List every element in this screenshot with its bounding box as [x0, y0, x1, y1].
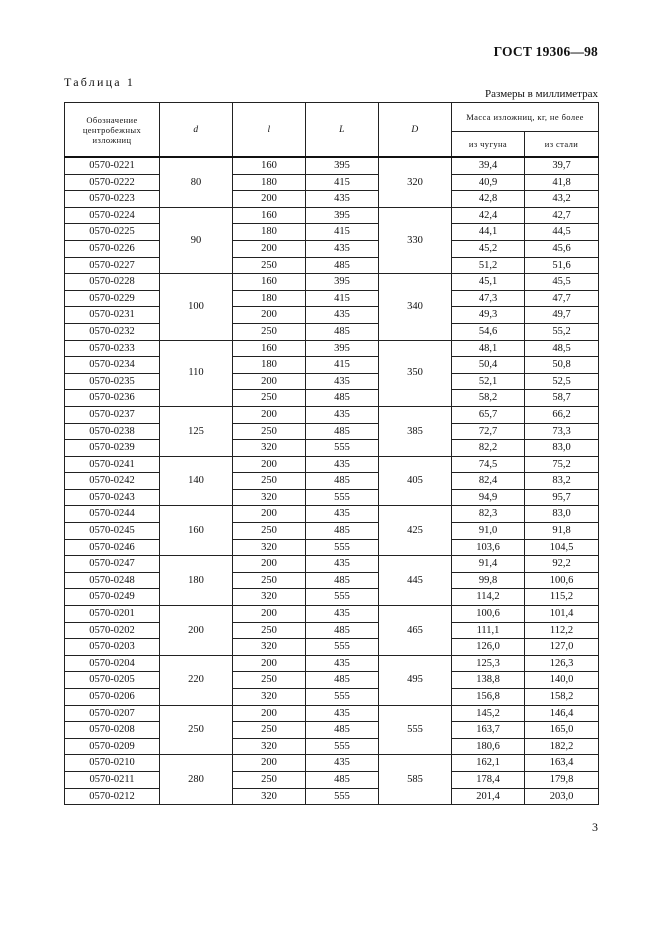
cell-L: 395: [306, 340, 379, 357]
cell-l: 180: [233, 290, 306, 307]
cell-l: 250: [233, 771, 306, 788]
cell-mass-cast-iron: 100,6: [452, 606, 525, 623]
table-header: [65, 103, 599, 158]
cell-l: 320: [233, 639, 306, 656]
cell-designation: 0570-0228: [65, 274, 160, 291]
cell-designation: 0570-0221: [65, 157, 160, 174]
cell-mass-steel: 44,5: [525, 224, 599, 241]
cell-l: 320: [233, 689, 306, 706]
cell-mass-cast-iron: 72,7: [452, 423, 525, 440]
cell-l: 160: [233, 207, 306, 224]
page-number: 3: [592, 820, 598, 834]
cell-mass-steel: 165,0: [525, 722, 599, 739]
cell-l: 200: [233, 705, 306, 722]
cell-mass-cast-iron: 50,4: [452, 357, 525, 374]
header-L: L: [306, 103, 379, 158]
cell-mass-steel: 52,5: [525, 373, 599, 390]
cell-mass-steel: 127,0: [525, 639, 599, 656]
cell-mass-cast-iron: 44,1: [452, 224, 525, 241]
cell-designation: 0570-0234: [65, 357, 160, 374]
cell-designation: 0570-0248: [65, 572, 160, 589]
table-row: [65, 240, 599, 257]
cell-mass-cast-iron: 126,0: [452, 639, 525, 656]
cell-l: 180: [233, 224, 306, 241]
cell-L: 435: [306, 705, 379, 722]
cell-D: 445: [379, 556, 452, 606]
cell-designation: 0570-0205: [65, 672, 160, 689]
cell-d: 180: [160, 556, 233, 606]
cell-d: 200: [160, 606, 233, 656]
table-row: [65, 506, 599, 523]
cell-designation: 0570-0206: [65, 689, 160, 706]
table-row: [65, 456, 599, 473]
cell-mass-cast-iron: 138,8: [452, 672, 525, 689]
cell-l: 200: [233, 373, 306, 390]
cell-designation: 0570-0243: [65, 489, 160, 506]
cell-designation: 0570-0222: [65, 174, 160, 191]
cell-designation: 0570-0223: [65, 191, 160, 208]
cell-mass-steel: 146,4: [525, 705, 599, 722]
table-row: [65, 307, 599, 324]
cell-mass-cast-iron: 58,2: [452, 390, 525, 407]
cell-designation: 0570-0225: [65, 224, 160, 241]
cell-l: 250: [233, 572, 306, 589]
units-note: Размеры в миллиметрах: [485, 88, 598, 100]
cell-designation: 0570-0210: [65, 755, 160, 772]
table-row: [65, 639, 599, 656]
table-row: [65, 157, 599, 174]
table-row: [65, 556, 599, 573]
cell-mass-steel: 39,7: [525, 157, 599, 174]
cell-mass-steel: 179,8: [525, 771, 599, 788]
cell-L: 435: [306, 556, 379, 573]
cell-mass-cast-iron: 74,5: [452, 456, 525, 473]
cell-mass-steel: 92,2: [525, 556, 599, 573]
cell-mass-cast-iron: 48,1: [452, 340, 525, 357]
table-row: [65, 523, 599, 540]
cell-D: 350: [379, 340, 452, 406]
cell-mass-cast-iron: 40,9: [452, 174, 525, 191]
table-row: [65, 191, 599, 208]
cell-mass-steel: 101,4: [525, 606, 599, 623]
cell-d: 80: [160, 157, 233, 207]
table-row: [65, 589, 599, 606]
cell-designation: 0570-0207: [65, 705, 160, 722]
cell-mass-cast-iron: 163,7: [452, 722, 525, 739]
cell-mass-cast-iron: 180,6: [452, 738, 525, 755]
table-row: [65, 440, 599, 457]
cell-mass-cast-iron: 82,4: [452, 473, 525, 490]
cell-L: 555: [306, 539, 379, 556]
cell-d: 250: [160, 705, 233, 755]
cell-designation: 0570-0231: [65, 307, 160, 324]
cell-l: 180: [233, 174, 306, 191]
cell-L: 485: [306, 473, 379, 490]
table-row: [65, 689, 599, 706]
table-row: [65, 373, 599, 390]
cell-mass-cast-iron: 65,7: [452, 406, 525, 423]
cell-mass-cast-iron: 42,4: [452, 207, 525, 224]
cell-mass-steel: 112,2: [525, 622, 599, 639]
cell-mass-steel: 75,2: [525, 456, 599, 473]
cell-mass-steel: 43,2: [525, 191, 599, 208]
table-row: [65, 323, 599, 340]
cell-mass-cast-iron: 145,2: [452, 705, 525, 722]
cell-mass-cast-iron: 82,2: [452, 440, 525, 457]
cell-mass-cast-iron: 91,0: [452, 523, 525, 540]
cell-designation: 0570-0237: [65, 406, 160, 423]
header-mass-group: Масса изложниц, кг, не более: [452, 103, 599, 132]
cell-L: 555: [306, 489, 379, 506]
cell-l: 160: [233, 274, 306, 291]
cell-l: 200: [233, 191, 306, 208]
cell-L: 395: [306, 157, 379, 174]
cell-l: 250: [233, 390, 306, 407]
table-row: [65, 755, 599, 772]
cell-designation: 0570-0226: [65, 240, 160, 257]
cell-mass-cast-iron: 162,1: [452, 755, 525, 772]
cell-L: 435: [306, 606, 379, 623]
cell-designation: 0570-0249: [65, 589, 160, 606]
cell-l: 320: [233, 738, 306, 755]
cell-l: 320: [233, 788, 306, 805]
table-label: Таблица 1: [64, 75, 136, 89]
cell-L: 485: [306, 672, 379, 689]
table-row: [65, 672, 599, 689]
cell-L: 485: [306, 423, 379, 440]
cell-D: 585: [379, 755, 452, 805]
table-body: [65, 157, 599, 805]
cell-L: 485: [306, 722, 379, 739]
cell-L: 485: [306, 323, 379, 340]
cell-mass-cast-iron: 39,4: [452, 157, 525, 174]
cell-L: 435: [306, 307, 379, 324]
cell-L: 555: [306, 738, 379, 755]
cell-mass-steel: 104,5: [525, 539, 599, 556]
cell-l: 250: [233, 323, 306, 340]
table-row: [65, 655, 599, 672]
cell-L: 435: [306, 655, 379, 672]
cell-mass-steel: 126,3: [525, 655, 599, 672]
cell-mass-steel: 100,6: [525, 572, 599, 589]
cell-L: 485: [306, 572, 379, 589]
table-row: [65, 390, 599, 407]
cell-d: 220: [160, 655, 233, 705]
cell-mass-cast-iron: 94,9: [452, 489, 525, 506]
table-row: [65, 722, 599, 739]
cell-mass-cast-iron: 178,4: [452, 771, 525, 788]
cell-designation: 0570-0246: [65, 539, 160, 556]
cell-mass-steel: 91,8: [525, 523, 599, 540]
cell-designation: 0570-0247: [65, 556, 160, 573]
header-D: D: [379, 103, 452, 158]
cell-mass-steel: 58,7: [525, 390, 599, 407]
table-row: [65, 738, 599, 755]
cell-L: 555: [306, 689, 379, 706]
table-row: [65, 224, 599, 241]
cell-L: 435: [306, 506, 379, 523]
cell-L: 435: [306, 191, 379, 208]
cell-l: 200: [233, 755, 306, 772]
cell-l: 320: [233, 440, 306, 457]
cell-mass-steel: 50,8: [525, 357, 599, 374]
cell-l: 200: [233, 506, 306, 523]
cell-mass-cast-iron: 103,6: [452, 539, 525, 556]
cell-mass-cast-iron: 91,4: [452, 556, 525, 573]
cell-designation: 0570-0227: [65, 257, 160, 274]
cell-designation: 0570-0204: [65, 655, 160, 672]
cell-mass-cast-iron: 99,8: [452, 572, 525, 589]
header-designation: Обозначение центробежных изложниц: [65, 103, 160, 158]
table-row: [65, 357, 599, 374]
cell-designation: 0570-0202: [65, 622, 160, 639]
cell-designation: 0570-0208: [65, 722, 160, 739]
cell-l: 200: [233, 307, 306, 324]
cell-designation: 0570-0211: [65, 771, 160, 788]
cell-D: 330: [379, 207, 452, 273]
cell-mass-steel: 42,7: [525, 207, 599, 224]
cell-l: 250: [233, 257, 306, 274]
cell-mass-cast-iron: 49,3: [452, 307, 525, 324]
cell-d: 125: [160, 406, 233, 456]
cell-L: 555: [306, 589, 379, 606]
cell-l: 250: [233, 672, 306, 689]
cell-D: 495: [379, 655, 452, 705]
cell-l: 200: [233, 240, 306, 257]
cell-mass-cast-iron: 47,3: [452, 290, 525, 307]
cell-D: 425: [379, 506, 452, 556]
cell-mass-steel: 45,5: [525, 274, 599, 291]
table-row: [65, 274, 599, 291]
table-row: [65, 257, 599, 274]
cell-mass-cast-iron: 125,3: [452, 655, 525, 672]
cell-L: 555: [306, 788, 379, 805]
cell-designation: 0570-0203: [65, 639, 160, 656]
dimensions-table: [64, 102, 599, 805]
cell-L: 435: [306, 755, 379, 772]
cell-D: 385: [379, 406, 452, 456]
cell-L: 485: [306, 523, 379, 540]
cell-L: 555: [306, 440, 379, 457]
table-row: [65, 174, 599, 191]
cell-l: 250: [233, 423, 306, 440]
cell-mass-steel: 55,2: [525, 323, 599, 340]
cell-L: 435: [306, 406, 379, 423]
table-row: [65, 788, 599, 805]
cell-designation: 0570-0233: [65, 340, 160, 357]
cell-D: 555: [379, 705, 452, 755]
cell-D: 405: [379, 456, 452, 506]
cell-d: 160: [160, 506, 233, 556]
cell-mass-cast-iron: 156,8: [452, 689, 525, 706]
cell-mass-cast-iron: 201,4: [452, 788, 525, 805]
cell-designation: 0570-0224: [65, 207, 160, 224]
cell-designation: 0570-0235: [65, 373, 160, 390]
table-row: [65, 423, 599, 440]
cell-L: 415: [306, 224, 379, 241]
cell-l: 250: [233, 622, 306, 639]
cell-designation: 0570-0212: [65, 788, 160, 805]
cell-l: 320: [233, 589, 306, 606]
cell-l: 200: [233, 655, 306, 672]
cell-L: 435: [306, 456, 379, 473]
cell-mass-steel: 73,3: [525, 423, 599, 440]
table-row: [65, 290, 599, 307]
cell-l: 200: [233, 456, 306, 473]
cell-mass-cast-iron: 45,2: [452, 240, 525, 257]
cell-mass-steel: 47,7: [525, 290, 599, 307]
cell-L: 485: [306, 257, 379, 274]
cell-designation: 0570-0236: [65, 390, 160, 407]
cell-L: 485: [306, 771, 379, 788]
cell-mass-cast-iron: 111,1: [452, 622, 525, 639]
cell-mass-steel: 203,0: [525, 788, 599, 805]
table-row: [65, 406, 599, 423]
cell-l: 320: [233, 539, 306, 556]
cell-L: 435: [306, 240, 379, 257]
table-row: [65, 340, 599, 357]
cell-designation: 0570-0232: [65, 323, 160, 340]
cell-L: 435: [306, 373, 379, 390]
cell-d: 90: [160, 207, 233, 273]
table-row: [65, 622, 599, 639]
table-row: [65, 489, 599, 506]
table-row: [65, 705, 599, 722]
cell-mass-cast-iron: 42,8: [452, 191, 525, 208]
cell-l: 250: [233, 473, 306, 490]
cell-mass-steel: 163,4: [525, 755, 599, 772]
table-row: [65, 539, 599, 556]
standard-code: ГОСТ 19306—98: [493, 44, 598, 59]
cell-mass-steel: 51,6: [525, 257, 599, 274]
cell-L: 395: [306, 207, 379, 224]
cell-D: 340: [379, 274, 452, 340]
cell-mass-steel: 158,2: [525, 689, 599, 706]
cell-l: 180: [233, 357, 306, 374]
header-mass-steel: из стали: [525, 132, 599, 158]
header-d: d: [160, 103, 233, 158]
cell-l: 160: [233, 340, 306, 357]
cell-mass-cast-iron: 52,1: [452, 373, 525, 390]
cell-mass-steel: 83,0: [525, 440, 599, 457]
cell-mass-steel: 45,6: [525, 240, 599, 257]
cell-D: 320: [379, 157, 452, 207]
cell-designation: 0570-0242: [65, 473, 160, 490]
cell-mass-steel: 83,0: [525, 506, 599, 523]
cell-mass-steel: 140,0: [525, 672, 599, 689]
cell-mass-cast-iron: 51,2: [452, 257, 525, 274]
cell-l: 160: [233, 157, 306, 174]
cell-designation: 0570-0244: [65, 506, 160, 523]
table-row: [65, 606, 599, 623]
cell-l: 200: [233, 556, 306, 573]
cell-mass-steel: 182,2: [525, 738, 599, 755]
cell-L: 485: [306, 390, 379, 407]
cell-l: 200: [233, 406, 306, 423]
cell-D: 465: [379, 606, 452, 656]
cell-mass-cast-iron: 45,1: [452, 274, 525, 291]
table-row: [65, 207, 599, 224]
cell-mass-cast-iron: 54,6: [452, 323, 525, 340]
cell-mass-steel: 66,2: [525, 406, 599, 423]
table-row: [65, 572, 599, 589]
cell-L: 415: [306, 174, 379, 191]
cell-mass-steel: 83,2: [525, 473, 599, 490]
cell-designation: 0570-0239: [65, 440, 160, 457]
cell-designation: 0570-0238: [65, 423, 160, 440]
dimensions-table-wrapper: [64, 102, 598, 805]
cell-L: 395: [306, 274, 379, 291]
cell-mass-steel: 41,8: [525, 174, 599, 191]
cell-mass-steel: 48,5: [525, 340, 599, 357]
cell-d: 110: [160, 340, 233, 406]
cell-L: 485: [306, 622, 379, 639]
cell-designation: 0570-0245: [65, 523, 160, 540]
cell-L: 555: [306, 639, 379, 656]
header-mass-cast-iron: из чугуна: [452, 132, 525, 158]
cell-d: 280: [160, 755, 233, 805]
table-row: [65, 473, 599, 490]
cell-designation: 0570-0201: [65, 606, 160, 623]
cell-L: 415: [306, 290, 379, 307]
cell-mass-cast-iron: 82,3: [452, 506, 525, 523]
cell-d: 140: [160, 456, 233, 506]
cell-mass-steel: 49,7: [525, 307, 599, 324]
cell-l: 320: [233, 489, 306, 506]
cell-mass-steel: 95,7: [525, 489, 599, 506]
cell-mass-cast-iron: 114,2: [452, 589, 525, 606]
table-row: [65, 771, 599, 788]
cell-mass-steel: 115,2: [525, 589, 599, 606]
cell-designation: 0570-0229: [65, 290, 160, 307]
cell-l: 200: [233, 606, 306, 623]
cell-L: 415: [306, 357, 379, 374]
cell-designation: 0570-0209: [65, 738, 160, 755]
cell-l: 250: [233, 722, 306, 739]
cell-designation: 0570-0241: [65, 456, 160, 473]
cell-d: 100: [160, 274, 233, 340]
cell-l: 250: [233, 523, 306, 540]
header-l: l: [233, 103, 306, 158]
